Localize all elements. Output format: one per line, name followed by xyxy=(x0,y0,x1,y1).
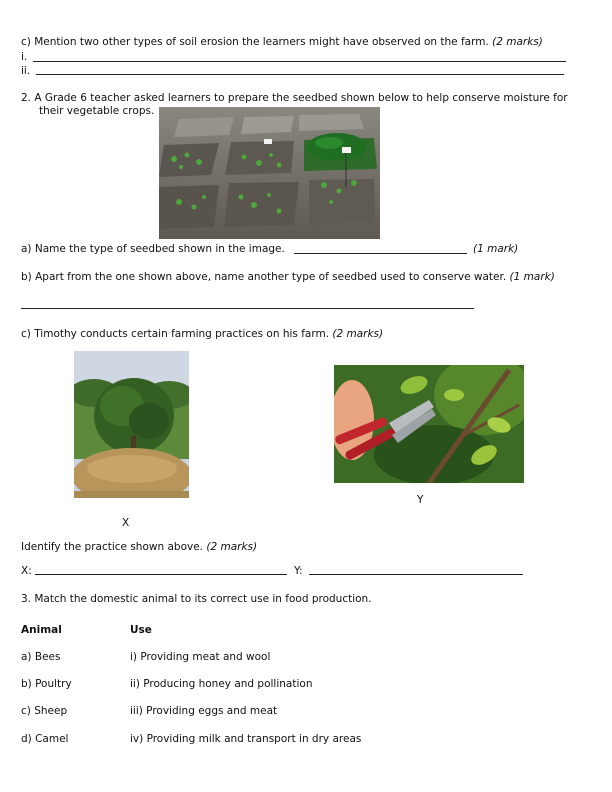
q1c-i-label: i. xyxy=(21,51,28,63)
use-item: ii) Producing honey and pollination xyxy=(130,678,313,690)
x-answer-line[interactable] xyxy=(35,574,287,575)
use-item: iii) Providing eggs and meat xyxy=(130,705,278,717)
q2c-question: c) Timothy conducts certain farming practices on his farm. (2 marks) xyxy=(21,328,384,340)
pruning-image-y xyxy=(334,365,524,483)
q2a-marks: (1 mark) xyxy=(473,243,519,255)
q2b-question: b) Apart from the one shown above, name another type of seedbed used to conserve water. (1 mark) xyxy=(21,271,555,283)
q3-question: 3. Match the domestic animal to its correct use in food production. xyxy=(21,593,372,605)
animal-item: a) Bees xyxy=(21,651,61,663)
use-item: iv) Providing milk and transport in dry areas xyxy=(130,733,362,745)
q2b-marks: (1 mark) xyxy=(509,271,555,283)
col-use-header: Use xyxy=(130,624,152,636)
pruning-image-graphic xyxy=(334,365,524,483)
q1c-ii-answer-line[interactable] xyxy=(36,74,564,75)
q2-line2: their vegetable crops. xyxy=(39,105,155,117)
seedbed-image xyxy=(159,107,380,239)
x-answer-label: X: xyxy=(21,565,32,577)
animal-item: c) Sheep xyxy=(21,705,68,717)
q2-line1: 2. A Grade 6 teacher asked learners to prepare the seedbed shown below to help conserve moisture for xyxy=(21,92,568,104)
q1c-ii-label: ii. xyxy=(21,65,31,77)
animal-item: b) Poultry xyxy=(21,678,72,690)
mulching-image-x xyxy=(74,351,189,498)
y-answer-label: Y: xyxy=(294,565,303,577)
q1c-i-answer-line[interactable] xyxy=(33,61,566,62)
use-item: i) Providing meat and wool xyxy=(130,651,271,663)
y-answer-line[interactable] xyxy=(309,574,523,575)
q2c-marks: (2 marks) xyxy=(332,328,384,340)
q2b-answer-line[interactable] xyxy=(21,308,474,309)
q2a-answer-line[interactable] xyxy=(294,253,467,254)
animal-item: d) Camel xyxy=(21,733,69,745)
col-animal-header: Animal xyxy=(21,624,62,636)
q2a-question: a) Name the type of seedbed shown in the image. xyxy=(21,243,285,255)
label-x: X xyxy=(122,517,130,529)
seedbed-image-graphic xyxy=(159,107,380,239)
mulching-image-graphic xyxy=(74,351,189,498)
identify-question: Identify the practice shown above. (2 marks) xyxy=(21,541,258,553)
label-y: Y xyxy=(417,494,424,506)
q1c-question: c) Mention two other types of soil erosion the learners might have observed on the farm. (2 marks) xyxy=(21,36,543,48)
identify-marks: (2 marks) xyxy=(206,541,258,553)
q1c-marks: (2 marks) xyxy=(492,36,543,48)
